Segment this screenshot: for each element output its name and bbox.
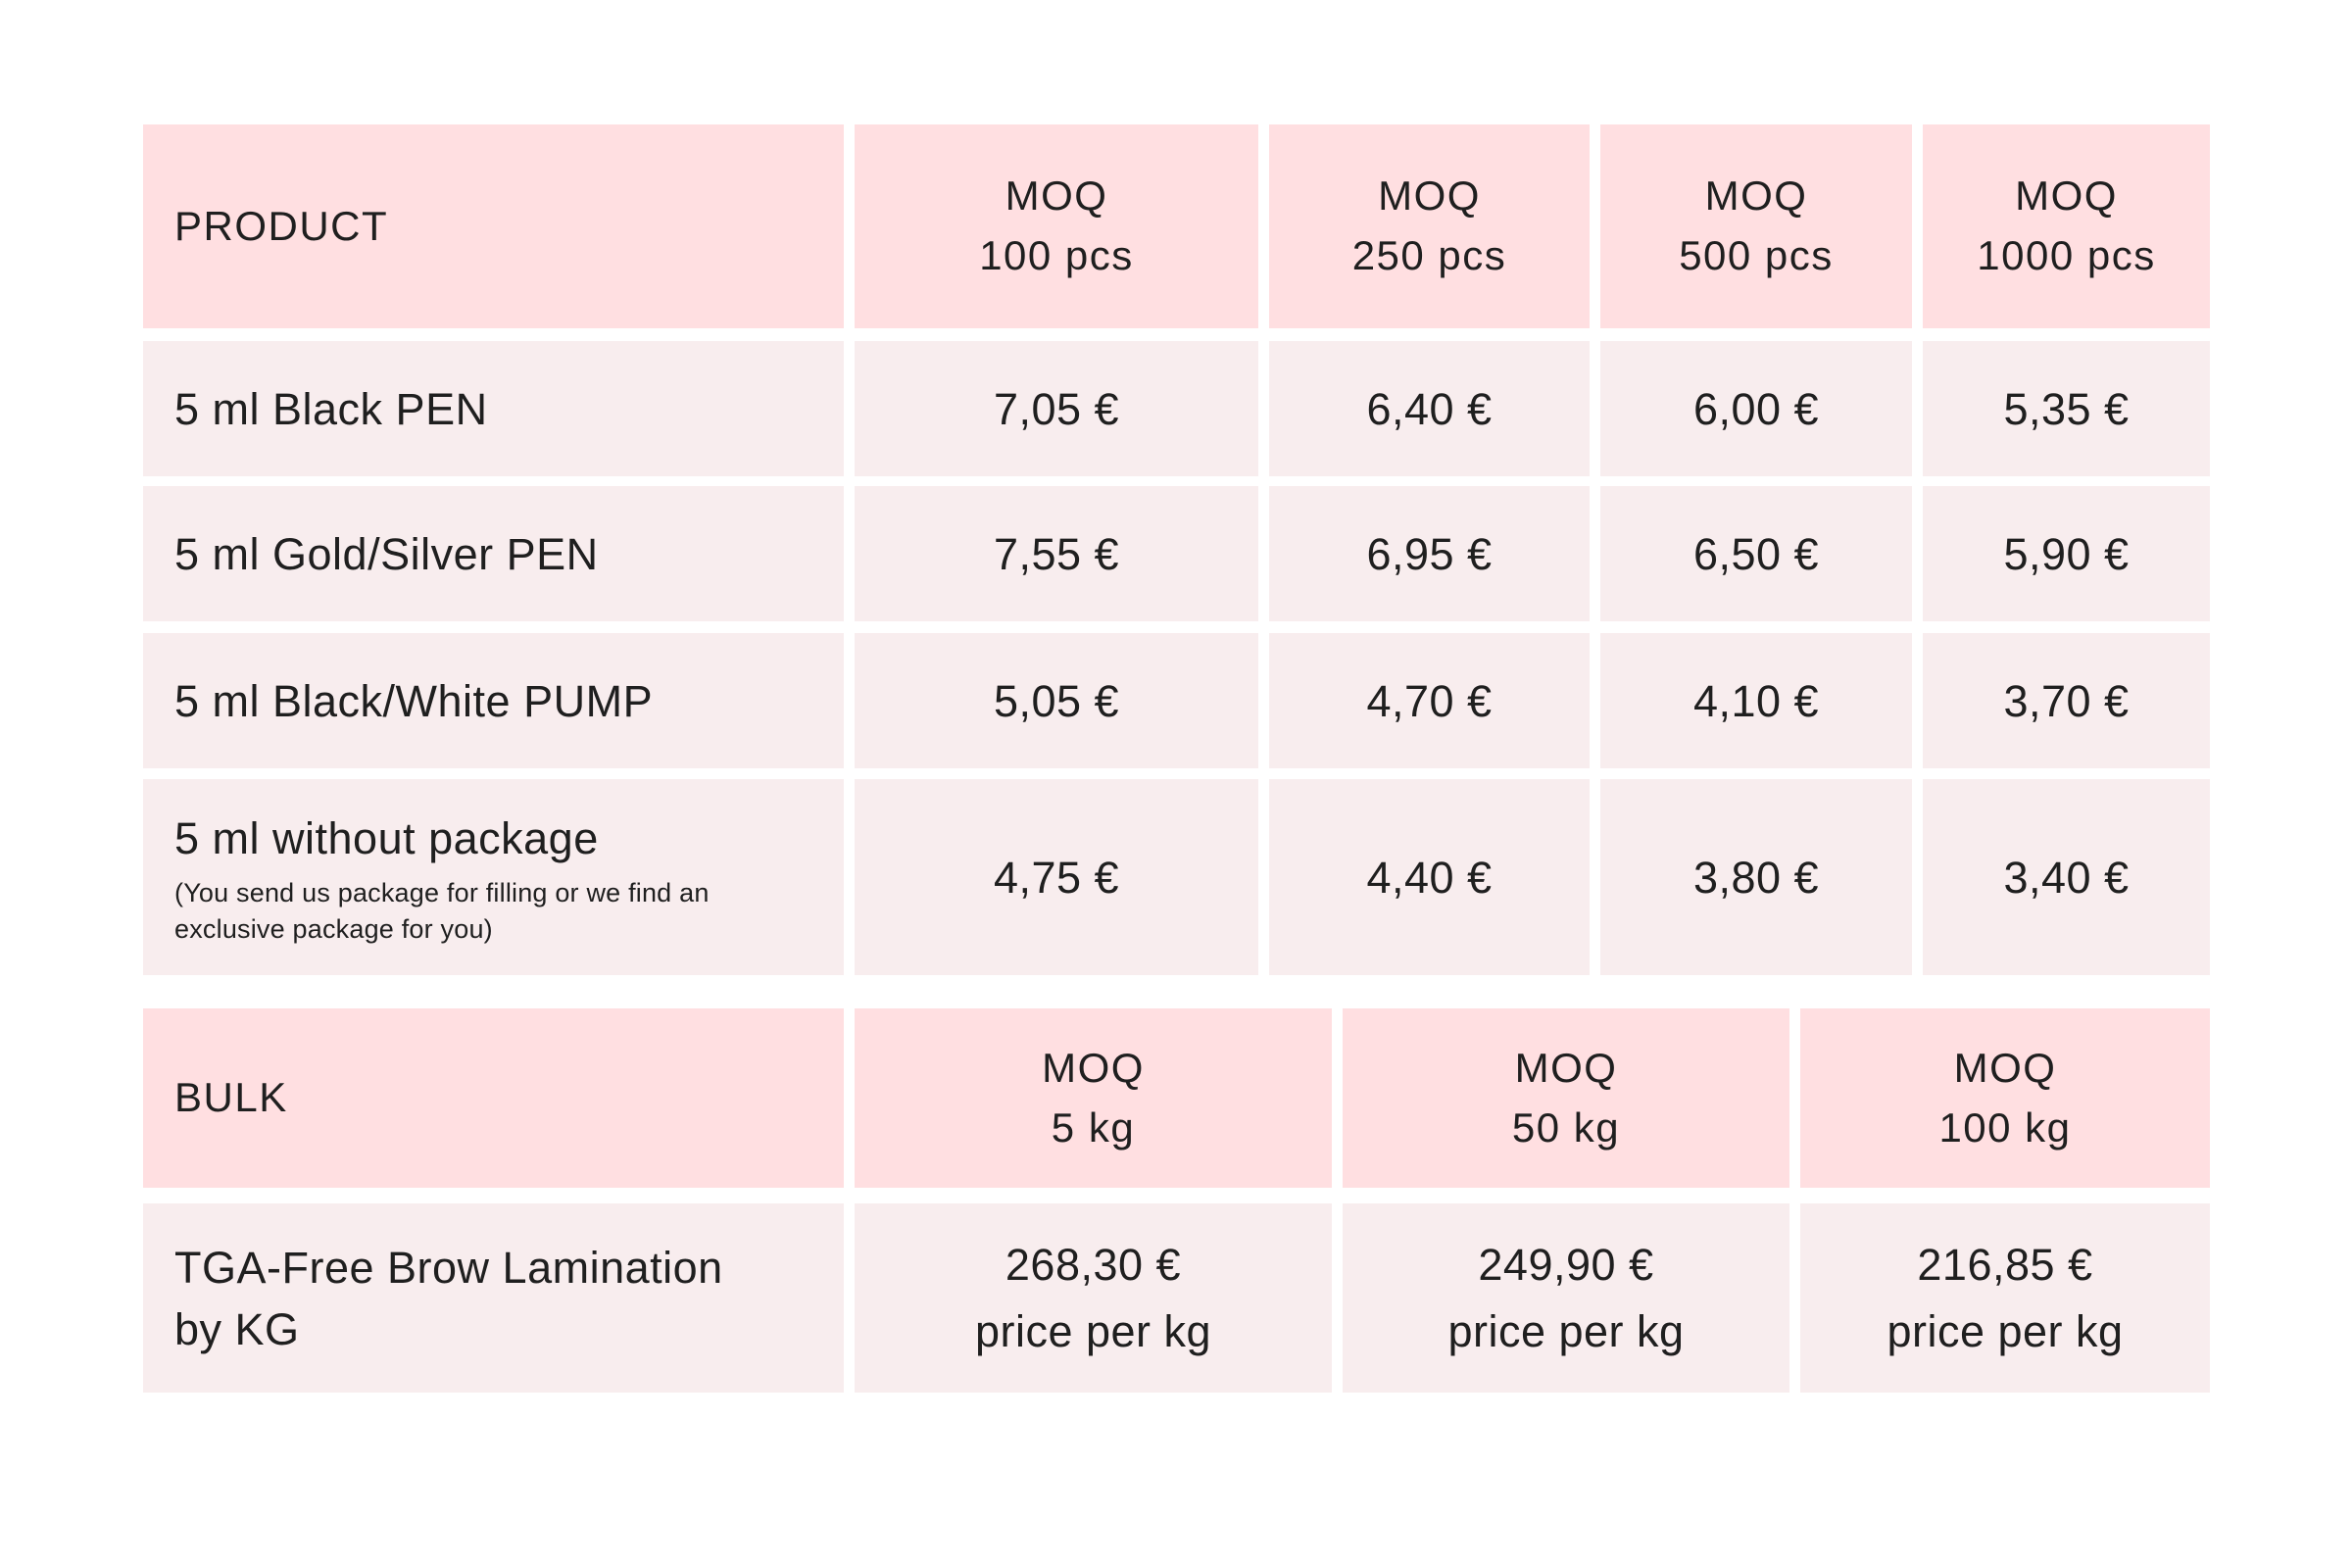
price-cell	[1600, 779, 1912, 975]
moq-label: MOQ	[1004, 172, 1108, 220]
product-header-row	[143, 124, 2210, 328]
product-name: 5 ml without package	[174, 813, 599, 864]
moq-quantity: 250 pcs	[1351, 232, 1507, 278]
moq-quantity: 5 kg	[1051, 1103, 1136, 1151]
price-cell	[1269, 341, 1590, 476]
price-cell	[855, 341, 1258, 476]
price-value: 5,35 €	[2003, 383, 2130, 434]
table-row	[143, 486, 2210, 621]
price-cell	[1269, 486, 1590, 621]
bulk-price-unit: price per kg	[1447, 1305, 1685, 1356]
table-row	[143, 779, 2210, 975]
product-name: 5 ml Black/White PUMP	[174, 675, 654, 726]
moq-quantity: 1000 pcs	[1977, 232, 2156, 278]
moq-header-cell-5kg	[855, 1008, 1332, 1188]
bulk-header-row	[143, 1008, 2210, 1188]
product-name-cell	[143, 633, 844, 768]
price-cell	[1600, 486, 1912, 621]
price-cell	[1923, 633, 2210, 768]
bulk-price-cell	[855, 1203, 1332, 1393]
moq-header-cell-500pcs	[1600, 124, 1912, 328]
product-name-cell	[143, 779, 844, 975]
moq-header-cell-1000pcs	[1923, 124, 2210, 328]
bulk-price-unit: price per kg	[974, 1305, 1212, 1356]
product-header-label: PRODUCT	[174, 202, 389, 249]
moq-quantity: 50 kg	[1511, 1103, 1621, 1151]
product-name-cell	[143, 341, 844, 476]
price-value: 5,05 €	[993, 675, 1120, 726]
price-cell	[1600, 633, 1912, 768]
product-name: 5 ml Black PEN	[174, 383, 488, 434]
price-cell	[1923, 341, 2210, 476]
bulk-price-unit: price per kg	[1886, 1305, 2124, 1356]
price-cell	[1269, 633, 1590, 768]
bulk-header-cell	[143, 1008, 844, 1188]
bulk-product-name-cell	[143, 1203, 844, 1393]
product-header-cell	[143, 124, 844, 328]
bulk-price-value: 249,90 €	[1478, 1240, 1654, 1290]
bulk-price-cell	[1343, 1203, 1789, 1393]
bulk-product-name-line2: by KG	[174, 1303, 300, 1354]
price-value: 5,90 €	[2003, 528, 2130, 579]
moq-label: MOQ	[2015, 172, 2118, 220]
bulk-row	[143, 1203, 2210, 1393]
price-value: 6,40 €	[1366, 383, 1493, 434]
price-cell	[1923, 486, 2210, 621]
moq-label: MOQ	[1378, 172, 1481, 220]
moq-label: MOQ	[1704, 172, 1808, 220]
moq-quantity: 100 pcs	[979, 232, 1134, 278]
price-value: 6,95 €	[1366, 528, 1493, 579]
price-cell	[1269, 779, 1590, 975]
price-value: 6,50 €	[1692, 528, 1820, 579]
price-value: 3,40 €	[2003, 852, 2130, 903]
price-value: 4,75 €	[993, 852, 1120, 903]
price-value: 3,80 €	[1692, 852, 1820, 903]
bulk-product-name-line1: TGA-Free Brow Lamination	[174, 1242, 723, 1293]
table-row	[143, 633, 2210, 768]
moq-header-cell-100pcs	[855, 124, 1258, 328]
bulk-price-cell	[1800, 1203, 2210, 1393]
price-value: 7,05 €	[993, 383, 1120, 434]
bulk-header-label: BULK	[174, 1074, 288, 1121]
price-cell	[855, 779, 1258, 975]
price-value: 4,10 €	[1692, 675, 1820, 726]
price-value: 4,70 €	[1366, 675, 1493, 726]
product-name-cell	[143, 486, 844, 621]
price-value: 4,40 €	[1366, 852, 1493, 903]
moq-header-cell-50kg	[1343, 1008, 1789, 1188]
table-row	[143, 341, 2210, 476]
product-name: 5 ml Gold/Silver PEN	[174, 528, 599, 579]
price-cell	[855, 633, 1258, 768]
pricing-sheet	[143, 124, 2210, 1393]
price-value: 3,70 €	[2003, 675, 2130, 726]
moq-quantity: 100 kg	[1938, 1103, 2072, 1151]
product-note: (You send us package for filling or we find an exclusive package for you)	[174, 878, 710, 944]
price-cell	[1923, 779, 2210, 975]
price-cell	[1600, 341, 1912, 476]
moq-label: MOQ	[1953, 1044, 2057, 1091]
moq-header-cell-250pcs	[1269, 124, 1590, 328]
price-cell	[855, 486, 1258, 621]
bulk-price-value: 268,30 €	[1004, 1240, 1182, 1290]
bulk-price-value: 216,85 €	[1917, 1240, 2093, 1290]
moq-label: MOQ	[1514, 1044, 1618, 1091]
moq-quantity: 500 pcs	[1679, 232, 1834, 278]
price-value: 6,00 €	[1692, 383, 1820, 434]
moq-header-cell-100kg	[1800, 1008, 2210, 1188]
moq-label: MOQ	[1042, 1044, 1145, 1091]
price-value: 7,55 €	[993, 528, 1120, 579]
